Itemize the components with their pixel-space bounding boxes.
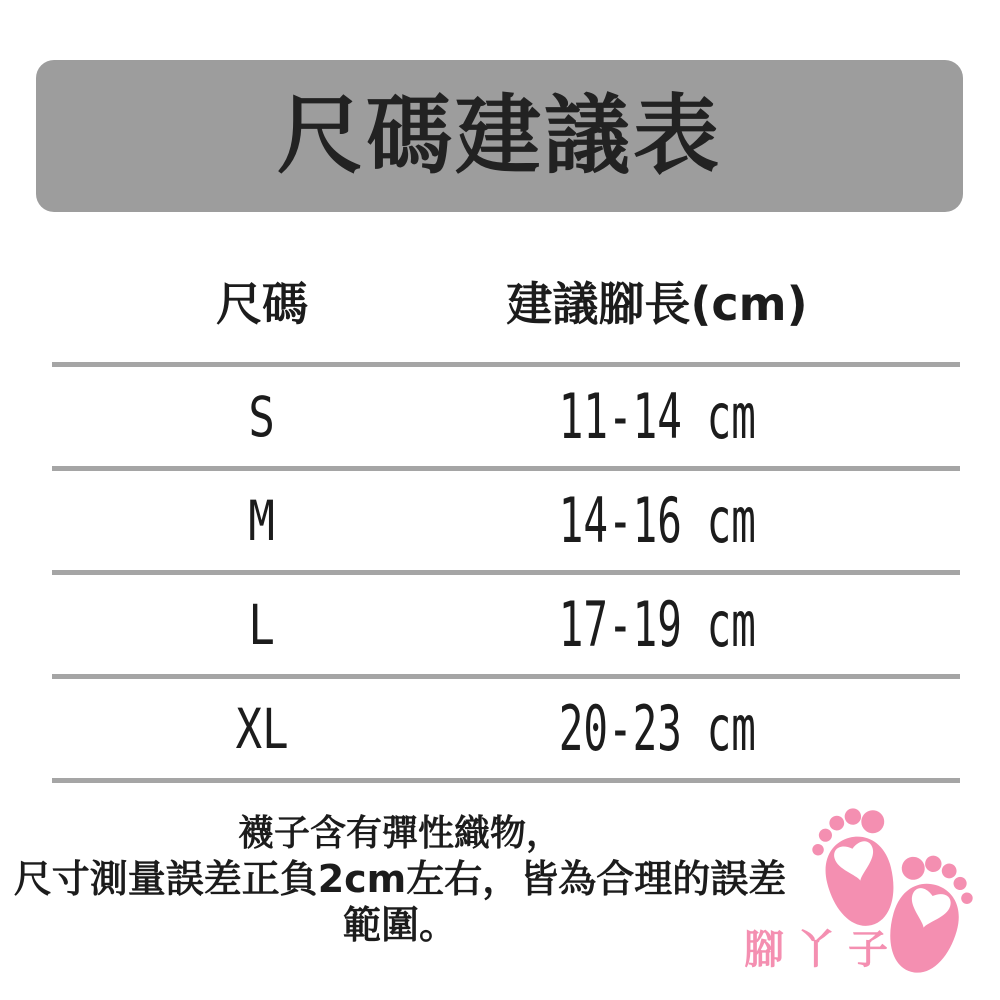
column-header-size: 尺碼 [216, 277, 308, 331]
column-header-length: 建議腳長(cm) [506, 277, 808, 331]
disclaimer-note [0, 812, 800, 948]
length-cell: 14-16 cm [558, 484, 756, 557]
table-row [52, 471, 960, 570]
size-cell: S [248, 384, 276, 449]
size-cell: M [248, 488, 276, 553]
size-cell: L [248, 592, 276, 657]
table-header-row [52, 240, 960, 362]
page-title: 尺碼建議表 [277, 86, 722, 186]
table-row [52, 367, 960, 466]
length-cell: 17-19 cm [558, 588, 756, 661]
length-cell: 11-14 cm [558, 380, 756, 453]
note-line-1: 襪子含有彈性織物， [237, 813, 562, 854]
table-row [52, 679, 960, 778]
length-cell: 20-23 cm [558, 692, 756, 765]
table-row [52, 575, 960, 674]
table-divider [52, 778, 960, 783]
note-line-2: 尺寸測量誤差正負2cm左右，皆為合理的誤差範圍。 [13, 857, 787, 947]
size-table [52, 240, 960, 783]
brand-name: 腳丫子 [744, 927, 900, 973]
size-cell: XL [235, 696, 289, 761]
title-banner [36, 60, 963, 212]
